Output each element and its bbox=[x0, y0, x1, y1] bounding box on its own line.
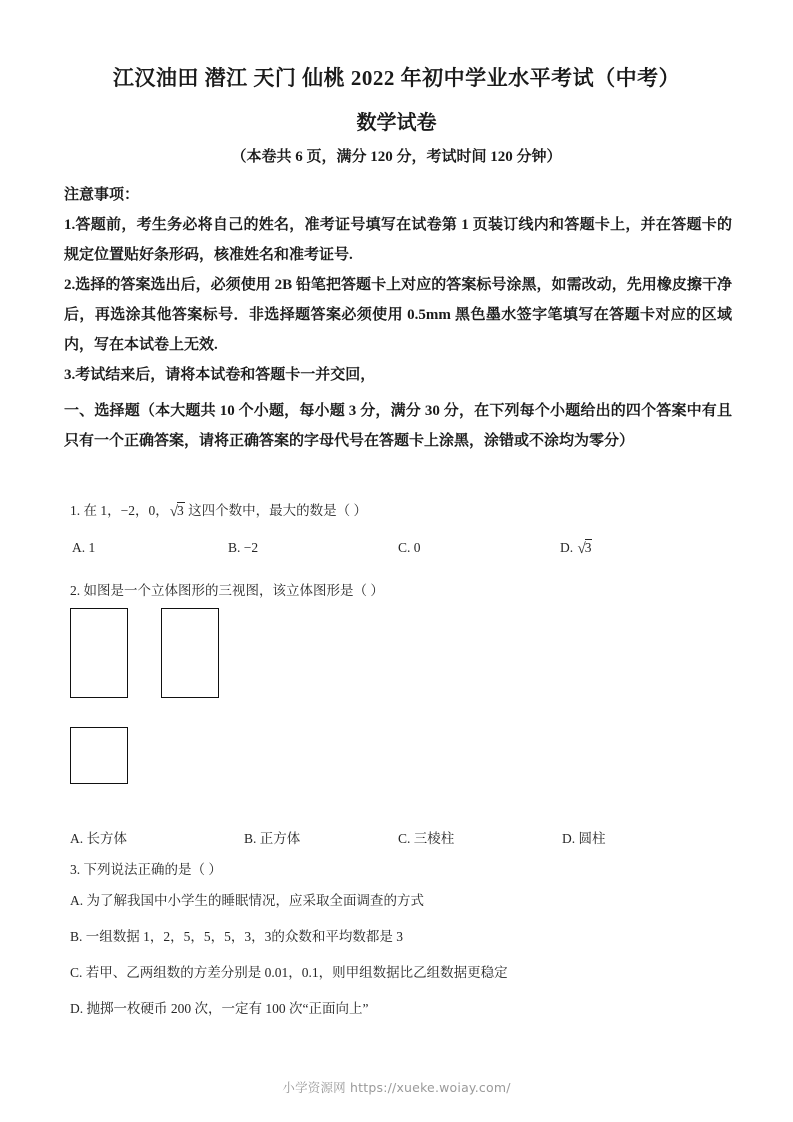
option-label: D. bbox=[562, 831, 576, 846]
sqrt-3-icon: √3 bbox=[577, 540, 592, 557]
top-view-rectangle bbox=[70, 727, 128, 784]
notice-item-3: 3.考试结来后，请将本试卷和答题卡一并交回， bbox=[64, 367, 376, 383]
question-2-options bbox=[0, 827, 793, 849]
option-label: D. bbox=[560, 540, 574, 555]
option-text: 三棱柱 bbox=[413, 831, 455, 846]
question-2-option-b[interactable] bbox=[244, 827, 300, 847]
question-3-stem: 3. 下列说法正确的是（ ） bbox=[70, 862, 222, 877]
notice-heading: 注意事项： bbox=[64, 187, 140, 203]
footer-watermark: 小学资源网 https://xueke.woiay.com/ bbox=[282, 1080, 511, 1095]
option-label: B. bbox=[70, 929, 83, 944]
question-2-option-d[interactable] bbox=[562, 827, 606, 847]
option-text: 正方体 bbox=[259, 831, 301, 846]
option-text: 为了解我国中小学生的睡眠情况，应采取全面调查的方式 bbox=[86, 893, 424, 908]
option-label: A. bbox=[72, 540, 86, 555]
option-label: C. bbox=[398, 540, 411, 555]
page-subtitle: 数学试卷 bbox=[356, 112, 437, 134]
question-3-option-d[interactable] bbox=[70, 997, 368, 1017]
question-2-option-a[interactable] bbox=[70, 827, 127, 847]
question-1-stem-before: 1. 在 1，−2，0， bbox=[70, 503, 169, 518]
option-label: D. bbox=[70, 1001, 84, 1016]
option-label: A. bbox=[70, 831, 84, 846]
option-label: C. bbox=[70, 965, 83, 980]
option-text: 1 bbox=[88, 540, 96, 555]
question-1-option-c[interactable] bbox=[398, 540, 421, 556]
option-text: 抛掷一枚硬币 200 次，一定有 100 次“正面向上” bbox=[86, 1001, 369, 1016]
front-view-rectangle bbox=[70, 608, 128, 698]
notice-block bbox=[64, 180, 732, 390]
notice-item-2: 2.选择的答案选出后，必须使用 2B 铅笔把答题卡上对应的答案标号涂黑，如需改动，先用橡皮擦干净后，再选涂其他答案标号．非选择题答案必须使用 0.5mm 黑色墨水签字笔填写在答题卡对应的区域内，写在本试卷上无效. bbox=[64, 277, 732, 353]
option-text: 0 bbox=[413, 540, 421, 555]
side-view-rectangle bbox=[161, 608, 219, 698]
question-3-option-a[interactable] bbox=[70, 889, 424, 909]
exam-meta-line: （本卷共 6 页，满分 120 分，考试时间 120 分钟） bbox=[231, 149, 562, 165]
option-text: 长方体 bbox=[86, 831, 127, 846]
option-label: C. bbox=[398, 831, 411, 846]
sqrt-radicand: 3 bbox=[176, 503, 184, 518]
section-heading-multiple-choice: 一、选择题（本大题共 10 个小题，每小题 3 分，满分 30 分，在下列每个小题给出的四个答案中有且只有一个正确答案，请将正确答案的字母代号在答题卡上涂黑，涂错或不涂均为零分） bbox=[64, 403, 732, 449]
option-label: B. bbox=[228, 540, 241, 555]
question-2-stem: 2. 如图是一个立体图形的三视图，该立体图形是（ ） bbox=[70, 583, 384, 598]
question-1-stem bbox=[70, 500, 730, 523]
question-2-option-c[interactable] bbox=[398, 827, 454, 847]
question-3-option-b[interactable] bbox=[70, 925, 403, 945]
question-3-option-c[interactable] bbox=[70, 961, 508, 981]
question-1-options bbox=[0, 540, 793, 562]
question-1-option-d[interactable] bbox=[560, 540, 592, 558]
option-label: B. bbox=[244, 831, 257, 846]
sqrt-radicand: 3 bbox=[584, 540, 592, 555]
question-1-option-b[interactable] bbox=[228, 540, 258, 556]
option-text: 一组数据 1，2，5，5，5，3，3的众数和平均数都是 3 bbox=[85, 929, 404, 944]
option-text: 若甲、乙两组数的方差分别是 0.01，0.1，则甲组数据比乙组数据更稳定 bbox=[85, 965, 508, 980]
page-title: 江汉油田 潜江 天门 仙桃 2022 年初中学业水平考试（中考） bbox=[112, 66, 681, 90]
sqrt-3-icon: √3 bbox=[169, 503, 184, 520]
question-1-option-a[interactable] bbox=[72, 540, 95, 556]
question-1-stem-after: 这四个数中，最大的数是（ ） bbox=[188, 503, 367, 518]
option-label: A. bbox=[70, 893, 84, 908]
notice-item-1: 1.答题前，考生务必将自己的姓名，准考证号填写在试卷第 1 页装订线内和答题卡上，并在答题卡的规定位置贴好条形码，核准姓名和准考证号. bbox=[64, 217, 732, 263]
option-text: −2 bbox=[243, 540, 259, 555]
option-text: 圆柱 bbox=[578, 831, 606, 846]
